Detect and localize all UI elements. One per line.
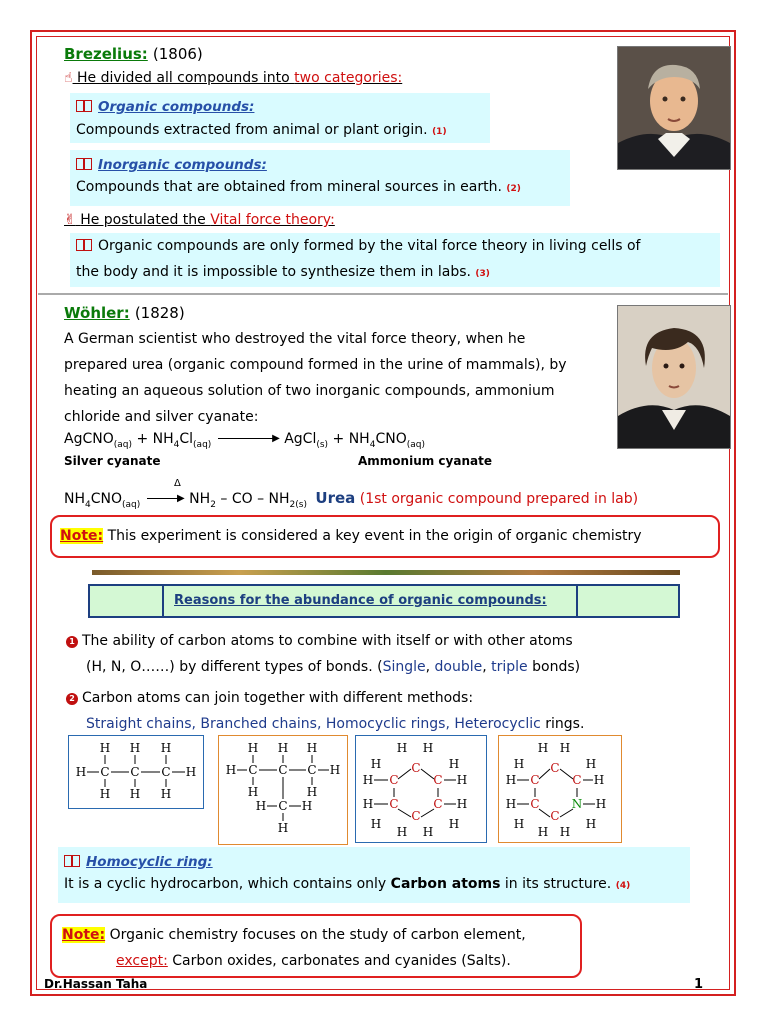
equation-1: AgCNO$_{(aq)}$ + $NH_4Cl_{(aq)}$ ▶ AgCl$_{(s)}$ + $NH_4CNO_{(aq)}$ [64,431,425,450]
svg-text:H: H [396,825,408,839]
urea-note: (1st organic compound prepared in lab) [359,491,639,507]
heterocyclic-ring-structure [498,735,622,843]
svg-text:H: H [559,741,571,755]
wohler-heading [64,303,185,322]
vital-text [76,233,722,287]
book-icon [64,855,80,867]
triple-bond-label: triple [491,659,528,675]
svg-text:H: H [595,797,607,811]
svg-text:H: H [329,763,341,777]
vital-line-2: the body and it is impossible to synthesize them in labs. [76,264,471,280]
svg-text:H: H [448,817,460,831]
svg-text:H: H [505,797,517,811]
svg-text:C: C [572,773,582,787]
number-1-icon: 1 [66,636,78,648]
arrow-right-icon: ▶ [147,498,183,499]
inorganic-title: Inorganic compounds: [98,157,267,173]
brezelius-portrait [617,46,731,170]
organic-ref: (1) [432,127,447,137]
arrow-right-icon: ▶ [218,438,278,439]
reason-1: 1 The ability of carbon atoms to combine with itself or with other atoms (H, N, O……) by different types of bonds. (Single, double, triple bonds) [66,628,580,680]
svg-text:H: H [456,797,468,811]
svg-text:N: N [571,797,583,811]
svg-text:C: C [389,797,399,811]
point1-red-text: two categories: [294,70,403,86]
svg-text:H: H [559,825,571,839]
decorative-bar [92,570,680,575]
hand-pointer-icon: ☝ [64,70,73,86]
inorganic-text: Compounds that are obtained from mineral sources in earth. [76,179,502,195]
victory-hand-icon: ✌ [64,212,76,228]
svg-text:H: H [160,787,172,801]
svg-text:C: C [100,765,110,779]
wohler-line-2: prepared urea (organic compound formed in the urine of mammals), by [64,357,567,373]
point2-text: He postulated the [80,212,211,228]
svg-text:H: H [456,773,468,787]
vital-ref: (3) [475,269,490,279]
equation-2: $NH_4CNO_{(aq)}$ ▶ $NH_2$ – CO – $NH_{2(s)}$ Urea (1st organic compound prepared in lab) [64,489,639,510]
svg-text:H: H [129,741,141,755]
svg-text:H: H [277,821,289,835]
svg-text:H: H [396,741,408,755]
wohler-paragraph [64,326,624,430]
svg-text:C: C [130,765,140,779]
book-icon [76,158,92,170]
svg-text:H: H [255,799,267,813]
brezelius-point-1 [64,70,402,86]
svg-text:H: H [422,741,434,755]
branched-chains-label: Branched chains, [200,716,322,732]
svg-text:C: C [411,761,421,775]
svg-text:H: H [301,799,313,813]
inorganic-title-row [76,154,267,173]
note-1-text: This experiment is considered a key event in the origin of organic chemistry [107,528,642,544]
point2-red-text: Vital force theory: [210,212,335,228]
svg-text:C: C [530,773,540,787]
svg-text:H: H [537,825,549,839]
svg-text:H: H [362,797,374,811]
straight-chain-structure [68,735,204,809]
svg-text:H: H [306,785,318,799]
brezelius-name: Brezelius: [64,45,148,63]
ammonium-cyanate-label: Ammonium cyanate [358,454,492,468]
svg-text:H: H [448,757,460,771]
svg-text:H: H [362,773,374,787]
note-2-content [62,922,526,974]
svg-text:H: H [99,787,111,801]
double-bond-label: double [434,659,483,675]
svg-text:C: C [307,763,317,777]
svg-text:H: H [306,741,318,755]
svg-text:H: H [513,757,525,771]
reason-2-line-1: Carbon atoms can join together with different methods: [82,690,474,706]
footer-author: Dr.Hassan Taha [44,977,148,991]
brezelius-point-2 [64,212,335,228]
svg-text:C: C [530,797,540,811]
svg-text:C: C [278,763,288,777]
inorganic-text-row [76,174,521,202]
svg-text:H: H [99,741,111,755]
section-divider [38,293,728,295]
svg-text:H: H [75,765,87,779]
svg-text:H: H [585,757,597,771]
note-2-line-1: Organic chemistry focuses on the study of carbon element, [109,927,526,943]
svg-text:H: H [129,787,141,801]
wohler-year: (1828) [134,304,185,322]
book-icon [76,239,92,251]
svg-text:H: H [585,817,597,831]
wohler-portrait [617,305,731,449]
svg-text:C: C [278,799,288,813]
svg-text:H: H [537,741,549,755]
homocyclic-text-row [64,871,630,899]
carbon-atoms-bold: Carbon atoms [390,876,501,892]
vital-line-1: Organic compounds are only formed by the vital force theory in living cells of [98,238,641,254]
svg-text:H: H [593,773,605,787]
homocyclic-ref: (4) [615,881,631,891]
single-bond-label: Single [382,659,426,675]
svg-text:H: H [185,765,197,779]
wohler-line-4: chloride and silver cyanate: [64,409,259,425]
svg-text:H: H [277,741,289,755]
organic-text-row [76,117,447,145]
except-label: except: [116,953,168,969]
svg-text:C: C [161,765,171,779]
straight-chains-label: Straight chains, [86,716,196,732]
wohler-name: Wöhler: [64,304,130,322]
branched-chain-structure [218,735,348,845]
reasons-cell-left [90,586,164,616]
reason-2 [66,685,584,737]
reason-1-line-2-end: bonds) [527,659,581,675]
homocyclic-text-end: in its structure. [500,876,612,892]
note-2-line-2: Carbon oxides, carbonates and cyanides (Salts). [172,953,511,969]
inorganic-ref: (2) [506,184,521,194]
wohler-line-1: A German scientist who destroyed the vital force theory, when he [64,331,526,347]
organic-text: Compounds extracted from animal or plant origin. [76,122,428,138]
brezelius-heading [64,44,203,63]
homocyclic-title-row [64,851,213,870]
number-2-icon: 2 [66,693,78,705]
note-1-row [60,528,642,544]
svg-text:H: H [225,763,237,777]
svg-text:H: H [370,817,382,831]
homocyclic-title: Homocyclic ring: [86,854,213,870]
svg-text:C: C [550,761,560,775]
silver-cyanate-label: Silver cyanate [64,454,161,468]
svg-text:H: H [422,825,434,839]
homocyclic-rings-label: Homocyclic rings, [325,716,450,732]
reasons-cell-right [576,586,678,616]
point1-text: He divided all compounds into [76,70,295,86]
urea-label: Urea [315,489,356,507]
page-number: 1 [694,977,704,992]
note-1-label: Note: [60,528,104,544]
svg-text:C: C [433,797,443,811]
reasons-title: Reasons for the abundance of organic compounds: [174,593,547,608]
reason-1-line-1: The ability of carbon atoms to combine with itself or with other atoms [82,633,573,649]
svg-text:C: C [433,773,443,787]
note-2-label: Note: [62,927,106,943]
heterocyclic-label: Heterocyclic [454,716,541,732]
organic-title: Organic compounds: [98,99,255,115]
svg-text:H: H [513,817,525,831]
rings-label: rings. [545,716,585,732]
svg-text:H: H [370,757,382,771]
organic-title-row [76,96,254,115]
svg-text:H: H [505,773,517,787]
svg-text:C: C [248,763,258,777]
homocyclic-ring-structure [355,735,487,843]
wohler-line-3: heating an aqueous solution of two inorganic compounds, ammonium [64,383,555,399]
reasons-header [88,584,680,618]
svg-text:H: H [247,741,259,755]
svg-text:C: C [411,809,421,823]
svg-text:H: H [247,785,259,799]
reason-1-line-2: (H, N, O……) by different types of bonds. ( [86,659,383,675]
svg-text:H: H [160,741,172,755]
svg-text:C: C [550,809,560,823]
svg-text:C: C [389,773,399,787]
brezelius-year: (1806) [152,45,203,63]
delta-symbol: Δ [174,478,181,489]
book-icon [76,100,92,112]
homocyclic-text: It is a cyclic hydrocarbon, which contains only [64,876,391,892]
